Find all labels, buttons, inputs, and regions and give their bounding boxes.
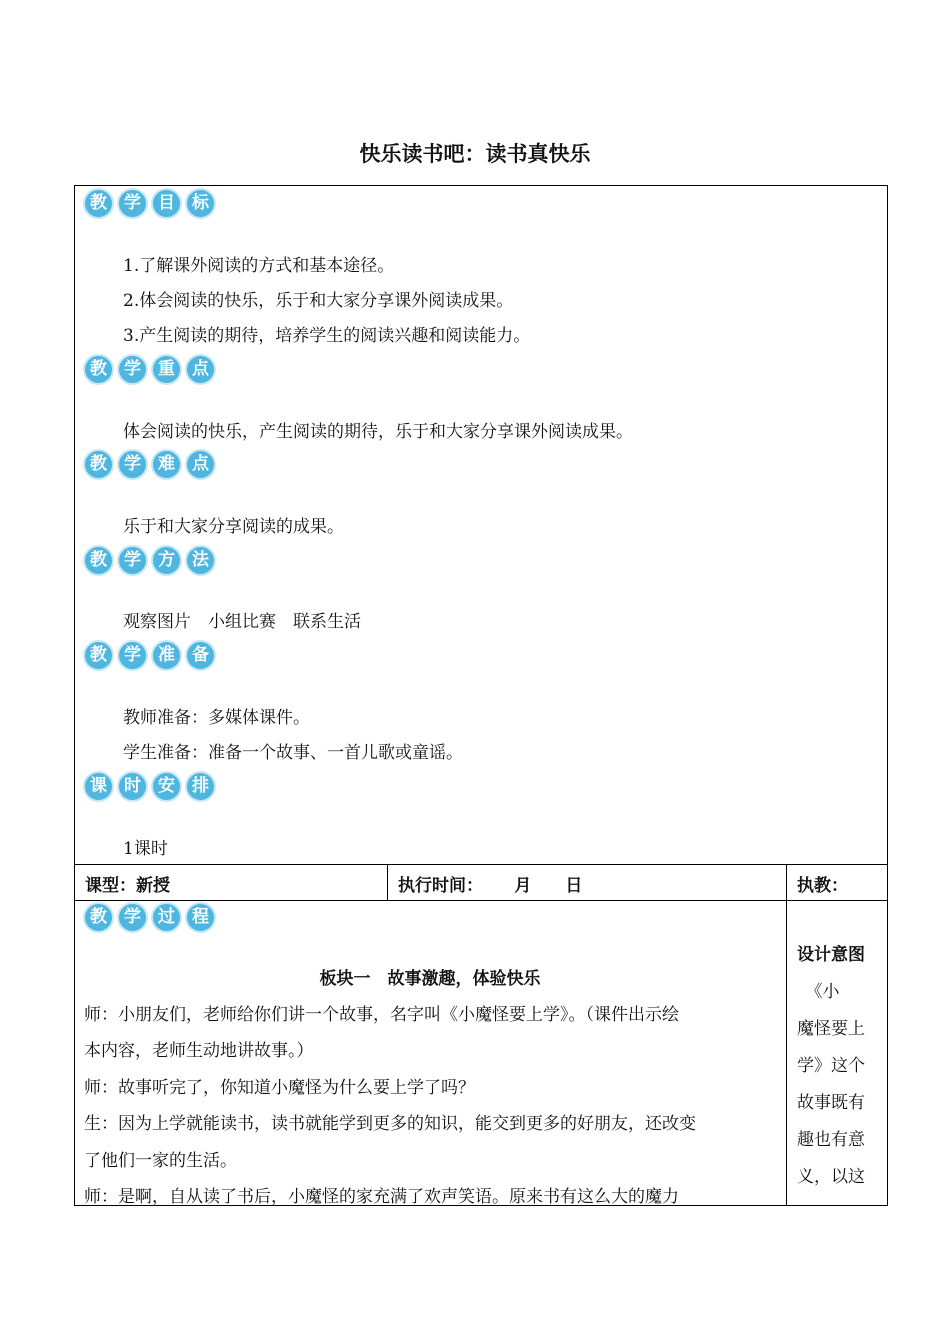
method-line: 观察图片 小组比赛 联系生活	[123, 612, 361, 632]
design-intent-heading: 设计意图	[797, 945, 865, 965]
lesson-type: 课型：新授	[75, 865, 388, 900]
badge-char: 方	[151, 545, 182, 576]
badge-char: 教	[83, 188, 114, 219]
section-badge-preparation	[83, 640, 219, 674]
badge-char: 难	[151, 449, 182, 480]
difficulty-line: 乐于和大家分享阅读的成果。	[123, 517, 344, 537]
design-intent-line: 趣也有意	[797, 1130, 865, 1150]
badge-char: 程	[185, 902, 216, 933]
badge-char: 标	[185, 188, 216, 219]
block-heading: 板块一 故事激趣，体验快乐	[319, 969, 541, 989]
page-title: 快乐读书吧：读书真快乐	[359, 142, 591, 166]
design-intent-line: 魔怪要上	[797, 1019, 865, 1039]
badge-char: 时	[117, 771, 148, 802]
objective-line: 1.了解课外阅读的方式和基本途径。	[123, 256, 395, 276]
design-intent-line: 故事既有	[797, 1093, 865, 1113]
column-divider	[786, 900, 787, 1206]
badge-char: 课	[83, 771, 114, 802]
badge-char: 教	[83, 449, 114, 480]
section-badge-process	[83, 902, 219, 936]
section-badge-schedule	[83, 771, 219, 805]
preparation-line: 学生准备：准备一个故事、一首儿歌或童谣。	[123, 743, 463, 763]
design-intent-line: 学》这个	[797, 1056, 865, 1076]
design-intent-line: 《小	[797, 982, 840, 1002]
badge-char: 过	[151, 902, 182, 933]
badge-char: 目	[151, 188, 182, 219]
process-line: 师：小朋友们，老师给你们讲一个故事，名字叫《小魔怪要上学》。（课件出示绘	[84, 1005, 679, 1025]
section-badge-difficulties	[83, 449, 219, 483]
badge-char: 教	[83, 545, 114, 576]
objective-line: 3.产生阅读的期待，培养学生的阅读兴趣和阅读能力。	[123, 326, 531, 346]
badge-char: 排	[185, 771, 216, 802]
badge-char: 学	[117, 545, 148, 576]
badge-char: 学	[117, 188, 148, 219]
badge-char: 教	[83, 640, 114, 671]
process-line: 生：因为上学就能读书，读书就能学到更多的知识，能交到更多的好朋友，还改变	[84, 1114, 696, 1134]
badge-char: 点	[185, 449, 216, 480]
process-line: 师：故事听完了，你知道小魔怪为什么要上学了吗？	[84, 1078, 475, 1098]
section-badge-methods	[83, 545, 219, 579]
badge-char: 法	[185, 545, 216, 576]
info-row	[74, 864, 888, 901]
badge-char: 学	[117, 449, 148, 480]
section-badge-objectives	[83, 188, 219, 222]
process-line: 师：是啊，自从读了书后，小魔怪的家充满了欢声笑语。原来书有这么大的魔力	[84, 1187, 679, 1207]
badge-char: 备	[185, 640, 216, 671]
design-intent-line: 义，以这	[797, 1167, 865, 1187]
badge-char: 学	[117, 354, 148, 385]
process-line: 了他们一家的生活。	[84, 1151, 237, 1171]
process-line: 本内容，老师生动地讲故事。）	[84, 1041, 314, 1061]
badge-char: 学	[117, 640, 148, 671]
teacher-label: 执教：	[797, 876, 848, 896]
badge-char: 学	[117, 902, 148, 933]
badge-char: 点	[185, 354, 216, 385]
badge-char: 教	[83, 354, 114, 385]
preparation-line: 教师准备：多媒体课件。	[123, 708, 310, 728]
objective-line: 2.体会阅读的快乐，乐于和大家分享课外阅读成果。	[123, 291, 514, 311]
badge-char: 教	[83, 902, 114, 933]
badge-char: 安	[151, 771, 182, 802]
key-point-line: 体会阅读的快乐，产生阅读的期待，乐于和大家分享课外阅读成果。	[123, 422, 633, 442]
schedule-line: 1课时	[123, 839, 168, 859]
section-badge-key-points	[83, 354, 219, 388]
execution-time: 执行时间： 月 日	[388, 865, 787, 900]
badge-char: 重	[151, 354, 182, 385]
badge-char: 准	[151, 640, 182, 671]
